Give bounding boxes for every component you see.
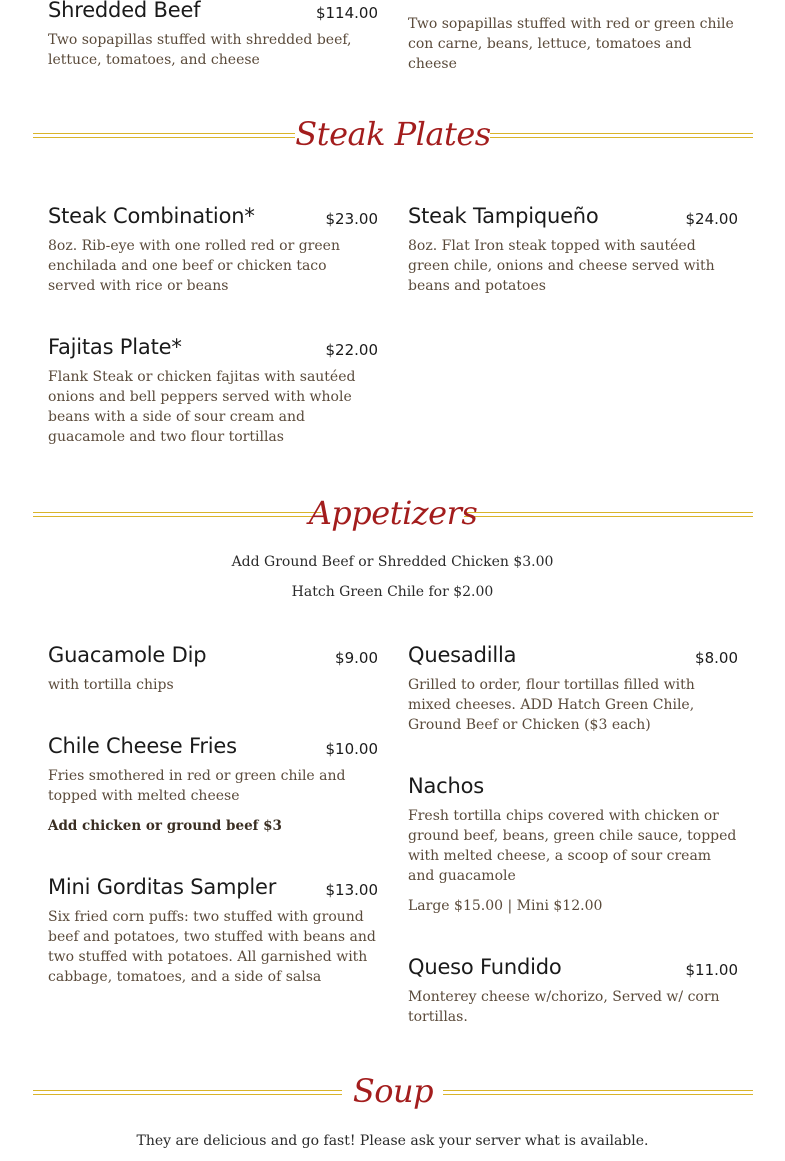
item-price: $8.00	[695, 649, 738, 667]
menu-item-chile-cheese-fries	[48, 732, 378, 836]
item-name: Quesadilla	[408, 643, 517, 667]
section-title: Steak Plates	[295, 115, 491, 153]
item-addon-note: Add chicken or ground beef $3	[48, 818, 282, 834]
item-description: Fries smothered in red or green chile and topped with melted cheese	[48, 768, 346, 804]
section-title: Soup	[352, 1072, 434, 1110]
item-price: $22.00	[325, 341, 378, 359]
item-name: Guacamole Dip	[48, 643, 207, 667]
item-price: $24.00	[685, 210, 738, 228]
item-name: Queso Fundido	[408, 955, 562, 979]
menu-item-nachos	[408, 772, 738, 916]
item-name: Steak Tampiqueño	[408, 204, 599, 228]
item-price: $13.00	[325, 881, 378, 899]
item-description: Two sopapillas stuffed with red or green chile con carne, beans, lettuce, tomatoes and cheese	[408, 16, 734, 72]
section-header-appetizers	[33, 493, 753, 537]
item-description: 8oz. Flat Iron steak topped with sautéed green chile, onions and cheese served with beans and potatoes	[408, 238, 715, 294]
menu-item-queso-fundido	[408, 953, 738, 1027]
menu-item-partial	[408, 14, 738, 74]
item-description: Fresh tortilla chips covered with chicken or ground beef, beans, green chile sauce, topped with melted cheese, a scoop of sour cream and guacamole	[408, 808, 737, 884]
item-description: Monterey cheese w/chorizo, Served w/ corn tortillas.	[408, 989, 720, 1025]
item-description: Flank Steak or chicken fajitas with sautéed onions and bell peppers served with whole beans with a side of sour cream and guacamole and two flour tortillas	[48, 369, 356, 445]
item-name: Mini Gorditas Sampler	[48, 875, 277, 899]
item-description: Six fried corn puffs: two stuffed with ground beef and potatoes, two stuffed with beans and two stuffed with potatoes. All garnished with cabbage, tomatoes, and a side of salsa	[48, 909, 376, 985]
appetizers-note-green-chile: Hatch Green Chile for $2.00	[291, 584, 494, 600]
item-price: $11.00	[685, 961, 738, 979]
item-name: Chile Cheese Fries	[48, 734, 237, 758]
item-description: Grilled to order, flour tortillas filled with mixed cheeses. ADD Hatch Green Chile, Ground Beef or Chicken ($3 each)	[408, 677, 695, 733]
appetizers-note-addon: Add Ground Beef or Shredded Chicken $3.00	[231, 554, 554, 570]
item-size-prices: Large $15.00 | Mini $12.00	[408, 898, 603, 914]
item-name: Shredded Beef	[48, 0, 201, 22]
section-title: Appetizers	[308, 494, 478, 532]
item-name: Steak Combination*	[48, 204, 255, 228]
item-name: Fajitas Plate*	[48, 335, 182, 359]
section-header-soup	[33, 1071, 753, 1115]
item-description: Two sopapillas stuffed with shredded beef, lettuce, tomatoes, and cheese	[48, 32, 352, 68]
menu-item-steak-combination	[48, 202, 378, 296]
menu-item-shredded-beef	[48, 0, 378, 70]
item-name: Nachos	[408, 774, 485, 798]
soup-note: They are delicious and go fast! Please ask your server what is available.	[136, 1133, 649, 1149]
menu-item-steak-tampiqueno	[408, 202, 738, 296]
menu-item-fajitas-plate	[48, 333, 378, 447]
item-description: 8oz. Rib-eye with one rolled red or green enchilada and one beef or chicken taco served with rice or beans	[48, 238, 340, 294]
section-header-steak	[33, 114, 753, 158]
item-price: $9.00	[335, 649, 378, 667]
item-price: $114.00	[315, 4, 378, 22]
item-price: $10.00	[325, 740, 378, 758]
menu-item-quesadilla	[408, 641, 738, 735]
item-description: with tortilla chips	[48, 677, 174, 693]
menu-item-guacamole-dip	[48, 641, 378, 695]
item-price: $23.00	[325, 210, 378, 228]
menu-item-mini-gorditas-sampler	[48, 873, 378, 987]
